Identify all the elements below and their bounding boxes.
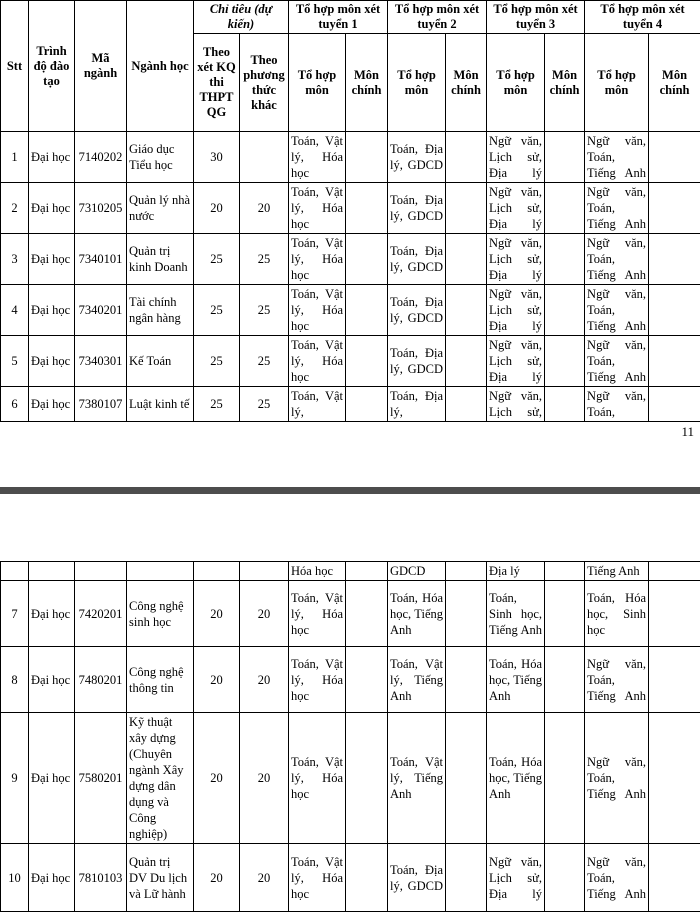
cont-t2: GDCD bbox=[388, 562, 446, 581]
header-mon-chinh: Môn chính bbox=[545, 34, 585, 132]
row-to-hop-4: Ngữ văn, Toán, Tiếng Anh bbox=[585, 183, 649, 234]
header-mon-chinh: Môn chính bbox=[346, 34, 388, 132]
row-chi-tieu-khac: 25 bbox=[240, 234, 289, 285]
table-row bbox=[1, 844, 700, 912]
header-to-hop-3: Tổ hợp môn xét tuyển 3 bbox=[487, 1, 585, 34]
row-stt: 9 bbox=[1, 713, 29, 844]
row-to-hop-4: Ngữ văn, Toán, Tiếng Anh bbox=[585, 132, 649, 183]
row-mon-chinh-4 bbox=[649, 132, 700, 183]
row-to-hop-1: Toán, Vật lý, bbox=[289, 387, 346, 422]
row-to-hop-2: Toán, Hóa học, Tiếng Anh bbox=[388, 581, 446, 647]
row-to-hop-4: Ngữ văn, Toán, Tiếng Anh bbox=[585, 234, 649, 285]
document-page-2 bbox=[0, 494, 700, 910]
row-ma-nganh: 7480201 bbox=[75, 647, 127, 713]
row-mon-chinh-3 bbox=[545, 581, 585, 647]
row-mon-chinh-1 bbox=[346, 581, 388, 647]
row-chi-tieu-khac bbox=[240, 132, 289, 183]
row-chi-tieu-khac: 20 bbox=[240, 183, 289, 234]
row-mon-chinh-2 bbox=[446, 234, 487, 285]
row-stt: 1 bbox=[1, 132, 29, 183]
row-ma-nganh: 7310205 bbox=[75, 183, 127, 234]
row-mon-chinh-1 bbox=[346, 387, 388, 422]
row-trinh-do: Đại học bbox=[29, 234, 75, 285]
row-stt: 6 bbox=[1, 387, 29, 422]
row-mon-chinh-4 bbox=[649, 285, 700, 336]
continuation-row bbox=[1, 562, 700, 581]
row-mon-chinh-1 bbox=[346, 713, 388, 844]
row-mon-chinh-4 bbox=[649, 581, 700, 647]
row-trinh-do: Đại học bbox=[29, 844, 75, 912]
row-ma-nganh: 7340301 bbox=[75, 336, 127, 387]
row-to-hop-4: Ngữ văn, Toán, bbox=[585, 387, 649, 422]
row-mon-chinh-3 bbox=[545, 183, 585, 234]
row-mon-chinh-3 bbox=[545, 132, 585, 183]
row-mon-chinh-1 bbox=[346, 647, 388, 713]
row-nganh-hoc: Kỹ thuật xây dựng (Chuyên ngành Xây dựng dân dụng và Công nghiệp) bbox=[127, 713, 194, 844]
row-mon-chinh-1 bbox=[346, 183, 388, 234]
row-ma-nganh: 7810103 bbox=[75, 844, 127, 912]
row-nganh-hoc: Quản trị DV Du lịch và Lữ hành bbox=[127, 844, 194, 912]
row-chi-tieu-thpt: 25 bbox=[194, 285, 240, 336]
row-trinh-do: Đại học bbox=[29, 581, 75, 647]
row-chi-tieu-khac: 25 bbox=[240, 336, 289, 387]
row-stt: 5 bbox=[1, 336, 29, 387]
header-to-hop-mon: Tổ hợp môn bbox=[487, 34, 545, 132]
row-nganh-hoc: Giáo dục Tiểu học bbox=[127, 132, 194, 183]
page-number: 11 bbox=[681, 424, 694, 440]
row-chi-tieu-thpt: 30 bbox=[194, 132, 240, 183]
row-ma-nganh: 7580201 bbox=[75, 713, 127, 844]
row-to-hop-2: Toán, Vật lý, Tiếng Anh bbox=[388, 647, 446, 713]
table-row bbox=[1, 285, 700, 336]
row-chi-tieu-khac: 20 bbox=[240, 581, 289, 647]
header-to-hop-4: Tổ hợp môn xét tuyển 4 bbox=[585, 1, 700, 34]
row-ma-nganh: 7420201 bbox=[75, 581, 127, 647]
row-chi-tieu-khac: 20 bbox=[240, 647, 289, 713]
row-stt: 7 bbox=[1, 581, 29, 647]
row-stt: 4 bbox=[1, 285, 29, 336]
header-chi-tieu: Chỉ tiêu (dự kiến) bbox=[194, 1, 289, 34]
row-to-hop-1: Toán, Vật lý, Hóa học bbox=[289, 713, 346, 844]
row-stt: 2 bbox=[1, 183, 29, 234]
row-mon-chinh-2 bbox=[446, 285, 487, 336]
row-to-hop-1: Toán, Vật lý, Hóa học bbox=[289, 183, 346, 234]
document-page-1 bbox=[0, 0, 700, 452]
row-mon-chinh-3 bbox=[545, 285, 585, 336]
row-nganh-hoc: Công nghệ sinh học bbox=[127, 581, 194, 647]
row-to-hop-2: Toán, Địa lý, GDCD bbox=[388, 183, 446, 234]
row-stt: 8 bbox=[1, 647, 29, 713]
row-chi-tieu-thpt: 20 bbox=[194, 581, 240, 647]
header-to-hop-mon: Tổ hợp môn bbox=[289, 34, 346, 132]
row-nganh-hoc: Công nghệ thông tin bbox=[127, 647, 194, 713]
row-trinh-do: Đại học bbox=[29, 132, 75, 183]
admission-table-page-2 bbox=[0, 561, 700, 912]
row-to-hop-3: Ngữ văn, Lịch sử, Địa lý bbox=[487, 285, 545, 336]
row-trinh-do: Đại học bbox=[29, 183, 75, 234]
row-to-hop-1: Toán, Vật lý, Hóa học bbox=[289, 844, 346, 912]
row-to-hop-3: Ngữ văn, Lịch sử, Địa lý bbox=[487, 132, 545, 183]
row-mon-chinh-1 bbox=[346, 336, 388, 387]
header-to-hop-1: Tổ hợp môn xét tuyển 1 bbox=[289, 1, 388, 34]
row-to-hop-1: Toán, Vật lý, Hóa học bbox=[289, 647, 346, 713]
table-row bbox=[1, 336, 700, 387]
row-mon-chinh-2 bbox=[446, 132, 487, 183]
table-row bbox=[1, 234, 700, 285]
cont-t3: Địa lý bbox=[487, 562, 545, 581]
header-to-hop-mon: Tổ hợp môn bbox=[388, 34, 446, 132]
row-ma-nganh: 7380107 bbox=[75, 387, 127, 422]
header-nganh-hoc: Ngành học bbox=[127, 1, 194, 132]
row-mon-chinh-3 bbox=[545, 713, 585, 844]
row-to-hop-1: Toán, Vật lý, Hóa học bbox=[289, 581, 346, 647]
page-separator bbox=[0, 452, 700, 494]
row-mon-chinh-1 bbox=[346, 844, 388, 912]
row-nganh-hoc: Quản lý nhà nước bbox=[127, 183, 194, 234]
row-to-hop-1: Toán, Vật lý, Hóa học bbox=[289, 285, 346, 336]
row-to-hop-3: Ngữ văn, Lịch sử, Địa lý bbox=[487, 183, 545, 234]
row-stt: 10 bbox=[1, 844, 29, 912]
row-ma-nganh: 7340201 bbox=[75, 285, 127, 336]
row-to-hop-1: Toán, Vật lý, Hóa học bbox=[289, 132, 346, 183]
row-chi-tieu-khac: 20 bbox=[240, 713, 289, 844]
row-mon-chinh-4 bbox=[649, 183, 700, 234]
row-chi-tieu-thpt: 20 bbox=[194, 713, 240, 844]
row-to-hop-3: Ngữ văn, Lịch sử, bbox=[487, 387, 545, 422]
row-to-hop-2: Toán, Địa lý, bbox=[388, 387, 446, 422]
header-to-hop-mon: Tổ hợp môn bbox=[585, 34, 649, 132]
row-to-hop-2: Toán, Địa lý, GDCD bbox=[388, 336, 446, 387]
row-mon-chinh-2 bbox=[446, 183, 487, 234]
row-to-hop-4: Ngữ văn, Toán, Tiếng Anh bbox=[585, 844, 649, 912]
row-to-hop-4: Ngữ văn, Toán, Tiếng Anh bbox=[585, 647, 649, 713]
row-mon-chinh-1 bbox=[346, 285, 388, 336]
row-chi-tieu-thpt: 25 bbox=[194, 336, 240, 387]
row-stt: 3 bbox=[1, 234, 29, 285]
header-stt: Stt bbox=[1, 1, 29, 132]
row-mon-chinh-3 bbox=[545, 647, 585, 713]
row-mon-chinh-4 bbox=[649, 336, 700, 387]
row-to-hop-1: Toán, Vật lý, Hóa học bbox=[289, 336, 346, 387]
row-mon-chinh-2 bbox=[446, 387, 487, 422]
row-chi-tieu-khac: 25 bbox=[240, 285, 289, 336]
table-row bbox=[1, 647, 700, 713]
header-theo-phuong: Theo phương thức khác bbox=[240, 34, 289, 132]
row-mon-chinh-4 bbox=[649, 234, 700, 285]
row-to-hop-4: Ngữ văn, Toán, Tiếng Anh bbox=[585, 336, 649, 387]
row-chi-tieu-thpt: 20 bbox=[194, 183, 240, 234]
row-trinh-do: Đại học bbox=[29, 387, 75, 422]
row-mon-chinh-2 bbox=[446, 647, 487, 713]
row-trinh-do: Đại học bbox=[29, 336, 75, 387]
row-mon-chinh-1 bbox=[346, 234, 388, 285]
row-mon-chinh-4 bbox=[649, 844, 700, 912]
row-to-hop-3: Toán, Hóa học, Tiếng Anh bbox=[487, 647, 545, 713]
row-mon-chinh-4 bbox=[649, 387, 700, 422]
row-to-hop-2: Toán, Vật lý, Tiếng Anh bbox=[388, 713, 446, 844]
row-to-hop-4: Ngữ văn, Toán, Tiếng Anh bbox=[585, 713, 649, 844]
header-to-hop-2: Tổ hợp môn xét tuyển 2 bbox=[388, 1, 487, 34]
row-mon-chinh-2 bbox=[446, 581, 487, 647]
cont-t4: Tiếng Anh bbox=[585, 562, 649, 581]
row-to-hop-4: Toán, Hóa học, Sinh học bbox=[585, 581, 649, 647]
table-row bbox=[1, 713, 700, 844]
row-to-hop-3: Ngữ văn, Lịch sử, Địa lý bbox=[487, 336, 545, 387]
table-row bbox=[1, 132, 700, 183]
header-trinh-do: Trình độ đào tạo bbox=[29, 1, 75, 132]
row-mon-chinh-2 bbox=[446, 844, 487, 912]
row-mon-chinh-3 bbox=[545, 844, 585, 912]
row-nganh-hoc: Luật kinh tế bbox=[127, 387, 194, 422]
row-nganh-hoc: Tài chính ngân hàng bbox=[127, 285, 194, 336]
row-chi-tieu-thpt: 20 bbox=[194, 647, 240, 713]
row-chi-tieu-thpt: 25 bbox=[194, 387, 240, 422]
row-chi-tieu-khac: 20 bbox=[240, 844, 289, 912]
header-theo-xet: Theo xét KQ thi THPT QG bbox=[194, 34, 240, 132]
row-mon-chinh-2 bbox=[446, 336, 487, 387]
admission-table-page-1 bbox=[0, 0, 700, 422]
row-chi-tieu-khac: 25 bbox=[240, 387, 289, 422]
row-ma-nganh: 7340101 bbox=[75, 234, 127, 285]
row-to-hop-3: Toán, Hóa học, Tiếng Anh bbox=[487, 713, 545, 844]
row-mon-chinh-1 bbox=[346, 132, 388, 183]
row-ma-nganh: 7140202 bbox=[75, 132, 127, 183]
row-mon-chinh-3 bbox=[545, 234, 585, 285]
row-mon-chinh-4 bbox=[649, 713, 700, 844]
row-to-hop-3: Ngữ văn, Lịch sử, Địa lý bbox=[487, 844, 545, 912]
cont-t1: Hóa học bbox=[289, 562, 346, 581]
table-row bbox=[1, 581, 700, 647]
row-to-hop-1: Toán, Vật lý, Hóa học bbox=[289, 234, 346, 285]
row-to-hop-3: Ngữ văn, Lịch sử, Địa lý bbox=[487, 234, 545, 285]
row-to-hop-4: Ngữ văn, Toán, Tiếng Anh bbox=[585, 285, 649, 336]
row-mon-chinh-4 bbox=[649, 647, 700, 713]
row-to-hop-2: Toán, Địa lý, GDCD bbox=[388, 285, 446, 336]
row-mon-chinh-3 bbox=[545, 387, 585, 422]
row-trinh-do: Đại học bbox=[29, 285, 75, 336]
row-to-hop-2: Toán, Địa lý, GDCD bbox=[388, 234, 446, 285]
row-mon-chinh-3 bbox=[545, 336, 585, 387]
table-row bbox=[1, 387, 700, 422]
row-chi-tieu-thpt: 20 bbox=[194, 844, 240, 912]
row-to-hop-3: Toán, Sinh học, Tiếng Anh bbox=[487, 581, 545, 647]
row-nganh-hoc: Kế Toán bbox=[127, 336, 194, 387]
row-to-hop-2: Toán, Địa lý, GDCD bbox=[388, 844, 446, 912]
table-row bbox=[1, 183, 700, 234]
header-ma-nganh: Mã ngành bbox=[75, 1, 127, 132]
row-nganh-hoc: Quản trị kinh Doanh bbox=[127, 234, 194, 285]
header-mon-chinh: Môn chính bbox=[649, 34, 700, 132]
row-chi-tieu-thpt: 25 bbox=[194, 234, 240, 285]
row-trinh-do: Đại học bbox=[29, 713, 75, 844]
row-trinh-do: Đại học bbox=[29, 647, 75, 713]
row-mon-chinh-2 bbox=[446, 713, 487, 844]
header-mon-chinh: Môn chính bbox=[446, 34, 487, 132]
row-to-hop-2: Toán, Địa lý, GDCD bbox=[388, 132, 446, 183]
